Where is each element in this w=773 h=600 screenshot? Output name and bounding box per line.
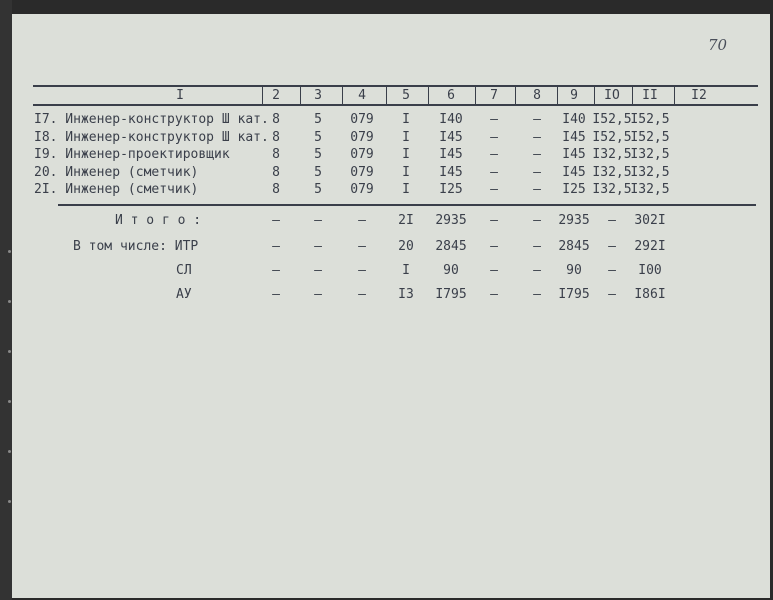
total-cell: – [533, 287, 541, 302]
total-cell: I00 [638, 263, 662, 278]
column-divider [475, 87, 476, 104]
total-cell: – [490, 213, 498, 228]
row-cell: I45 [562, 129, 586, 145]
total-cell: – [490, 287, 498, 302]
total-cell: – [490, 239, 498, 254]
total-label: В том числе: ИТР [73, 239, 199, 254]
row-cell: – [533, 182, 541, 197]
total-cell: 90 [566, 263, 582, 278]
column-header: 6 [447, 88, 455, 103]
row-cell: I52,5 [630, 112, 670, 127]
row-cell: 079 [350, 147, 374, 162]
row-cell: I32,5 [592, 164, 632, 180]
total-cell: 2I [398, 213, 414, 228]
column-divider [262, 87, 263, 104]
column-header: 2 [272, 88, 280, 103]
column-header: I [176, 88, 184, 103]
total-cell: – [608, 263, 616, 278]
row-cell: I [402, 112, 410, 127]
row-cell: – [533, 112, 541, 127]
row-position-name: I8. Инженер-конструктор Ш кат. [34, 129, 269, 145]
total-label: СЛ [176, 263, 192, 278]
column-divider [515, 87, 516, 104]
row-cell: 079 [350, 129, 374, 145]
row-cell: I32,5 [630, 164, 670, 180]
row-cell: 8 [272, 129, 280, 145]
total-cell: – [533, 263, 541, 278]
row-cell: 8 [272, 147, 280, 162]
total-cell: – [533, 239, 541, 254]
total-cell: 2845 [558, 239, 590, 254]
total-cell: – [314, 263, 322, 278]
total-cell: – [358, 213, 366, 228]
binding-edge [0, 0, 12, 600]
total-cell: 302I [634, 213, 666, 228]
row-cell: 8 [272, 112, 280, 127]
total-cell: – [358, 263, 366, 278]
column-header: 5 [402, 88, 410, 103]
total-cell: – [314, 287, 322, 302]
row-cell: I25 [439, 182, 463, 197]
row-cell: I40 [562, 112, 586, 127]
rows-bottom-rule [58, 204, 756, 206]
column-header: II [642, 88, 658, 103]
row-cell: – [533, 129, 541, 145]
row-cell: – [490, 129, 498, 145]
total-cell: 90 [443, 263, 459, 278]
total-cell: I [402, 263, 410, 278]
row-cell: 5 [314, 164, 322, 180]
total-cell: – [490, 263, 498, 278]
row-cell: 5 [314, 147, 322, 162]
row-cell: – [533, 164, 541, 180]
total-cell: – [358, 239, 366, 254]
column-divider [342, 87, 343, 104]
row-cell: I32,5 [592, 182, 632, 197]
total-cell: – [608, 287, 616, 302]
page-number: 70 [708, 36, 728, 54]
header-top-rule [33, 85, 758, 87]
total-cell: 292I [634, 239, 666, 254]
row-cell: – [490, 112, 498, 127]
column-divider [674, 87, 675, 104]
total-cell: – [314, 239, 322, 254]
total-cell: – [314, 213, 322, 228]
total-cell: I86I [634, 287, 666, 302]
column-divider [557, 87, 558, 104]
row-cell: I45 [439, 147, 463, 162]
row-cell: 079 [350, 182, 374, 197]
column-divider [428, 87, 429, 104]
row-position-name: 2I. Инженер (сметчик) [34, 182, 199, 197]
total-cell: – [272, 213, 280, 228]
total-cell: 20 [398, 239, 414, 254]
total-cell: I795 [435, 287, 467, 302]
row-cell: I45 [562, 147, 586, 162]
total-cell: – [272, 239, 280, 254]
row-cell: 5 [314, 129, 322, 145]
row-cell: – [533, 147, 541, 162]
row-position-name: 20. Инженер (сметчик) [34, 164, 199, 180]
total-label: АУ [176, 287, 192, 302]
row-cell: I40 [439, 112, 463, 127]
row-cell: I [402, 182, 410, 197]
row-cell: I32,5 [592, 147, 632, 162]
row-cell: I25 [562, 182, 586, 197]
row-cell: I52,5 [592, 129, 632, 145]
total-cell: – [358, 287, 366, 302]
column-header: 8 [533, 88, 541, 103]
total-cell: 2935 [435, 213, 467, 228]
row-cell: 5 [314, 182, 322, 197]
column-header: 4 [358, 88, 366, 103]
row-cell: I45 [439, 164, 463, 180]
row-cell: I45 [439, 129, 463, 145]
row-cell: I [402, 129, 410, 145]
total-cell: 2935 [558, 213, 590, 228]
row-cell: I52,5 [630, 129, 670, 145]
column-header: 9 [570, 88, 578, 103]
column-header: 7 [490, 88, 498, 103]
column-header: IO [604, 88, 620, 103]
column-divider [386, 87, 387, 104]
total-cell: 2845 [435, 239, 467, 254]
header-bottom-rule [33, 104, 758, 106]
column-divider [632, 87, 633, 104]
column-divider [594, 87, 595, 104]
row-position-name: I9. Инженер-проектировщик [34, 147, 230, 162]
row-cell: I32,5 [630, 147, 670, 162]
row-cell: I32,5 [630, 182, 670, 197]
row-cell: – [490, 147, 498, 162]
row-cell: 079 [350, 164, 374, 180]
total-label: И т о г о : [115, 213, 202, 228]
column-header: I2 [691, 88, 707, 103]
row-cell: – [490, 182, 498, 197]
row-cell: I [402, 147, 410, 162]
row-cell: 079 [350, 112, 374, 127]
column-divider [300, 87, 301, 104]
total-cell: – [272, 263, 280, 278]
row-cell: 8 [272, 182, 280, 197]
row-cell: 8 [272, 164, 280, 180]
row-cell: – [490, 164, 498, 180]
row-cell: 5 [314, 112, 322, 127]
total-cell: – [272, 287, 280, 302]
total-cell: – [608, 239, 616, 254]
column-header: 3 [314, 88, 322, 103]
total-cell: I795 [558, 287, 590, 302]
total-cell: – [533, 213, 541, 228]
row-cell: I [402, 164, 410, 180]
row-cell: I45 [562, 164, 586, 180]
total-cell: I3 [398, 287, 414, 302]
row-position-name: I7. Инженер-конструктор Ш кат. [34, 112, 269, 127]
row-cell: I52,5 [592, 112, 632, 127]
total-cell: – [608, 213, 616, 228]
